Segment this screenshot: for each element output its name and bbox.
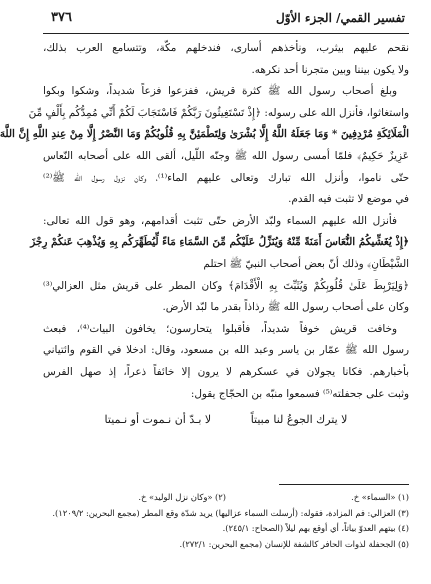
footnote-separator: [279, 484, 409, 485]
text-line: رسول الله ﷺ عمّار بن ياسر وعبد الله بن مسعود، وقال: ادخلا في القوم وائتياني: [43, 344, 409, 357]
text-line: وثبت على جحفلته⁽⁵⁾ فسمعوا منبّه بن الحجّاج يقول:: [190, 387, 409, 400]
poetry-verse: [43, 409, 409, 431]
footnote: (٣) العزالي: فم المزادة، فقوله: (أرسلت السماء عزاليها) يريد شدّة وقع المطر (مجمع البحرين: ١٢٠٩/٢).: [52, 507, 409, 518]
verse-hemistich-left: لا بـدّ أن نـموت أو نـميتا: [104, 413, 212, 427]
text-line: ﴿إِذْ يُغَشِّيكُمُ النُّعَاسَ أَمَنَةً مِّنْهُ وَيُنَزِّلُ عَلَيْكُم مِّنَ السَّمَاءِ مَاءً لِّيُطَهِّرَكُم بِهِ وَيُذْهِبَ عَنكُمْ رِجْزَ: [30, 236, 409, 249]
running-title: تفسير القمي/ الجزء الأوّل: [276, 11, 405, 25]
footnote: (٥) الجحفلة لذوات الحافر كالشفة للإنسان (مجمع البحرين: ٢٧٢/١).: [179, 538, 409, 549]
text-line: وخافت قريش خوفاً شديداً، فأقبلوا يتحارسون؛ يخافون البيات⁽⁴⁾، فبعث: [43, 322, 397, 335]
page-number: ٣٧٦: [51, 10, 72, 25]
text-line: الشَّيْطَانِ﴾ وذلك أنّ بعض أصحاب النبيّ ﷺ احتلم: [203, 257, 409, 270]
text-line: نقحم عليهم بيثرب، ونأخذهم أسارى، فندخلهم مكّة، وتتسامع العرب بذلك،: [43, 42, 409, 54]
text-line: ولا يكون بيننا وبين متجرنا أحد نكرهه.: [251, 63, 409, 76]
text-line: حتّى ناموا، وأنزل الله تبارك وتعالى عليهم الماء⁽¹⁾، وكان نزول رسول الله ﷺ⁽²⁾: [43, 171, 410, 184]
text-line: ﴿وَلِيَرْبِطَ عَلَىٰ قُلُوبِكُمْ وَيُثَبِّتَ بِهِ الْأَقْدَامَ﴾ وكان المطر على قريش مثل العزالي⁽³⁾: [43, 279, 409, 292]
footnote: (٢) «وكان نزل الوليد» خ.: [138, 492, 226, 502]
text-line: وكان على أصحاب رسول الله ﷺ رذاذاً بقدر ما لبّد الأرض.: [162, 301, 409, 314]
text-line: فأنزل الله عليهم السماء ولبّد الأرض حتّى تثبت أقدامهم، وهو قول الله تعالى:: [43, 214, 397, 227]
text-line: بأخبارهم. فكانا يجولان في عسكرهم لا يرون إلا خائفاً ذعراً، إذ صهل الفرس: [43, 365, 409, 378]
text-line: عَزِيزٌ حَكِيمٌ﴾ فلمّا أمسى رسول الله ﷺ وجنّه اللّيل، ألقى الله على أصحابه النّعاس: [43, 149, 409, 162]
text-line: واستغاثوا، فأنزل الله على رسوله: ﴿إِذْ تَسْتَغِيثُونَ رَبَّكُمْ فَاسْتَجَابَ لَكُمْ أَنِّي مُمِدُّكُم بِأَلْفٍ مِّنَ: [28, 106, 409, 119]
text-line: في موضع لا تثبت فيه القدم.: [288, 193, 409, 206]
text-line: وبلغ أصحاب رسول الله ﷺ كثرة قريش، ففزعوا فزعاً شديداً، وشكوا وبكوا: [43, 85, 397, 98]
footnote: (٤) بيتهم العدوّ بياتاً، أي أوقع بهم ليلاً (الصحاح: ٢٤٥/١).: [222, 523, 409, 534]
text-line: الْمَلَائِكَةِ مُرْدِفِينَ * وَمَا جَعَلَهُ اللَّهُ إِلَّا بُشْرَىٰ وَلِتَطْمَئِنَّ بِهِ قُلُوبُكُمْ وَمَا النَّصْرُ إِلَّا مِنْ عِندِ اللَّهِ إِنَّ اللَّهَ: [0, 128, 409, 141]
main-text: [0, 38, 410, 431]
footnote-row: [43, 490, 409, 506]
page-header: [43, 7, 409, 34]
footnotes: [43, 490, 409, 552]
footnote: (١) «السماء» خ.: [351, 492, 409, 502]
verse-hemistich-right: لا يترك الجوعُ لنا مبيتاً: [250, 413, 348, 427]
